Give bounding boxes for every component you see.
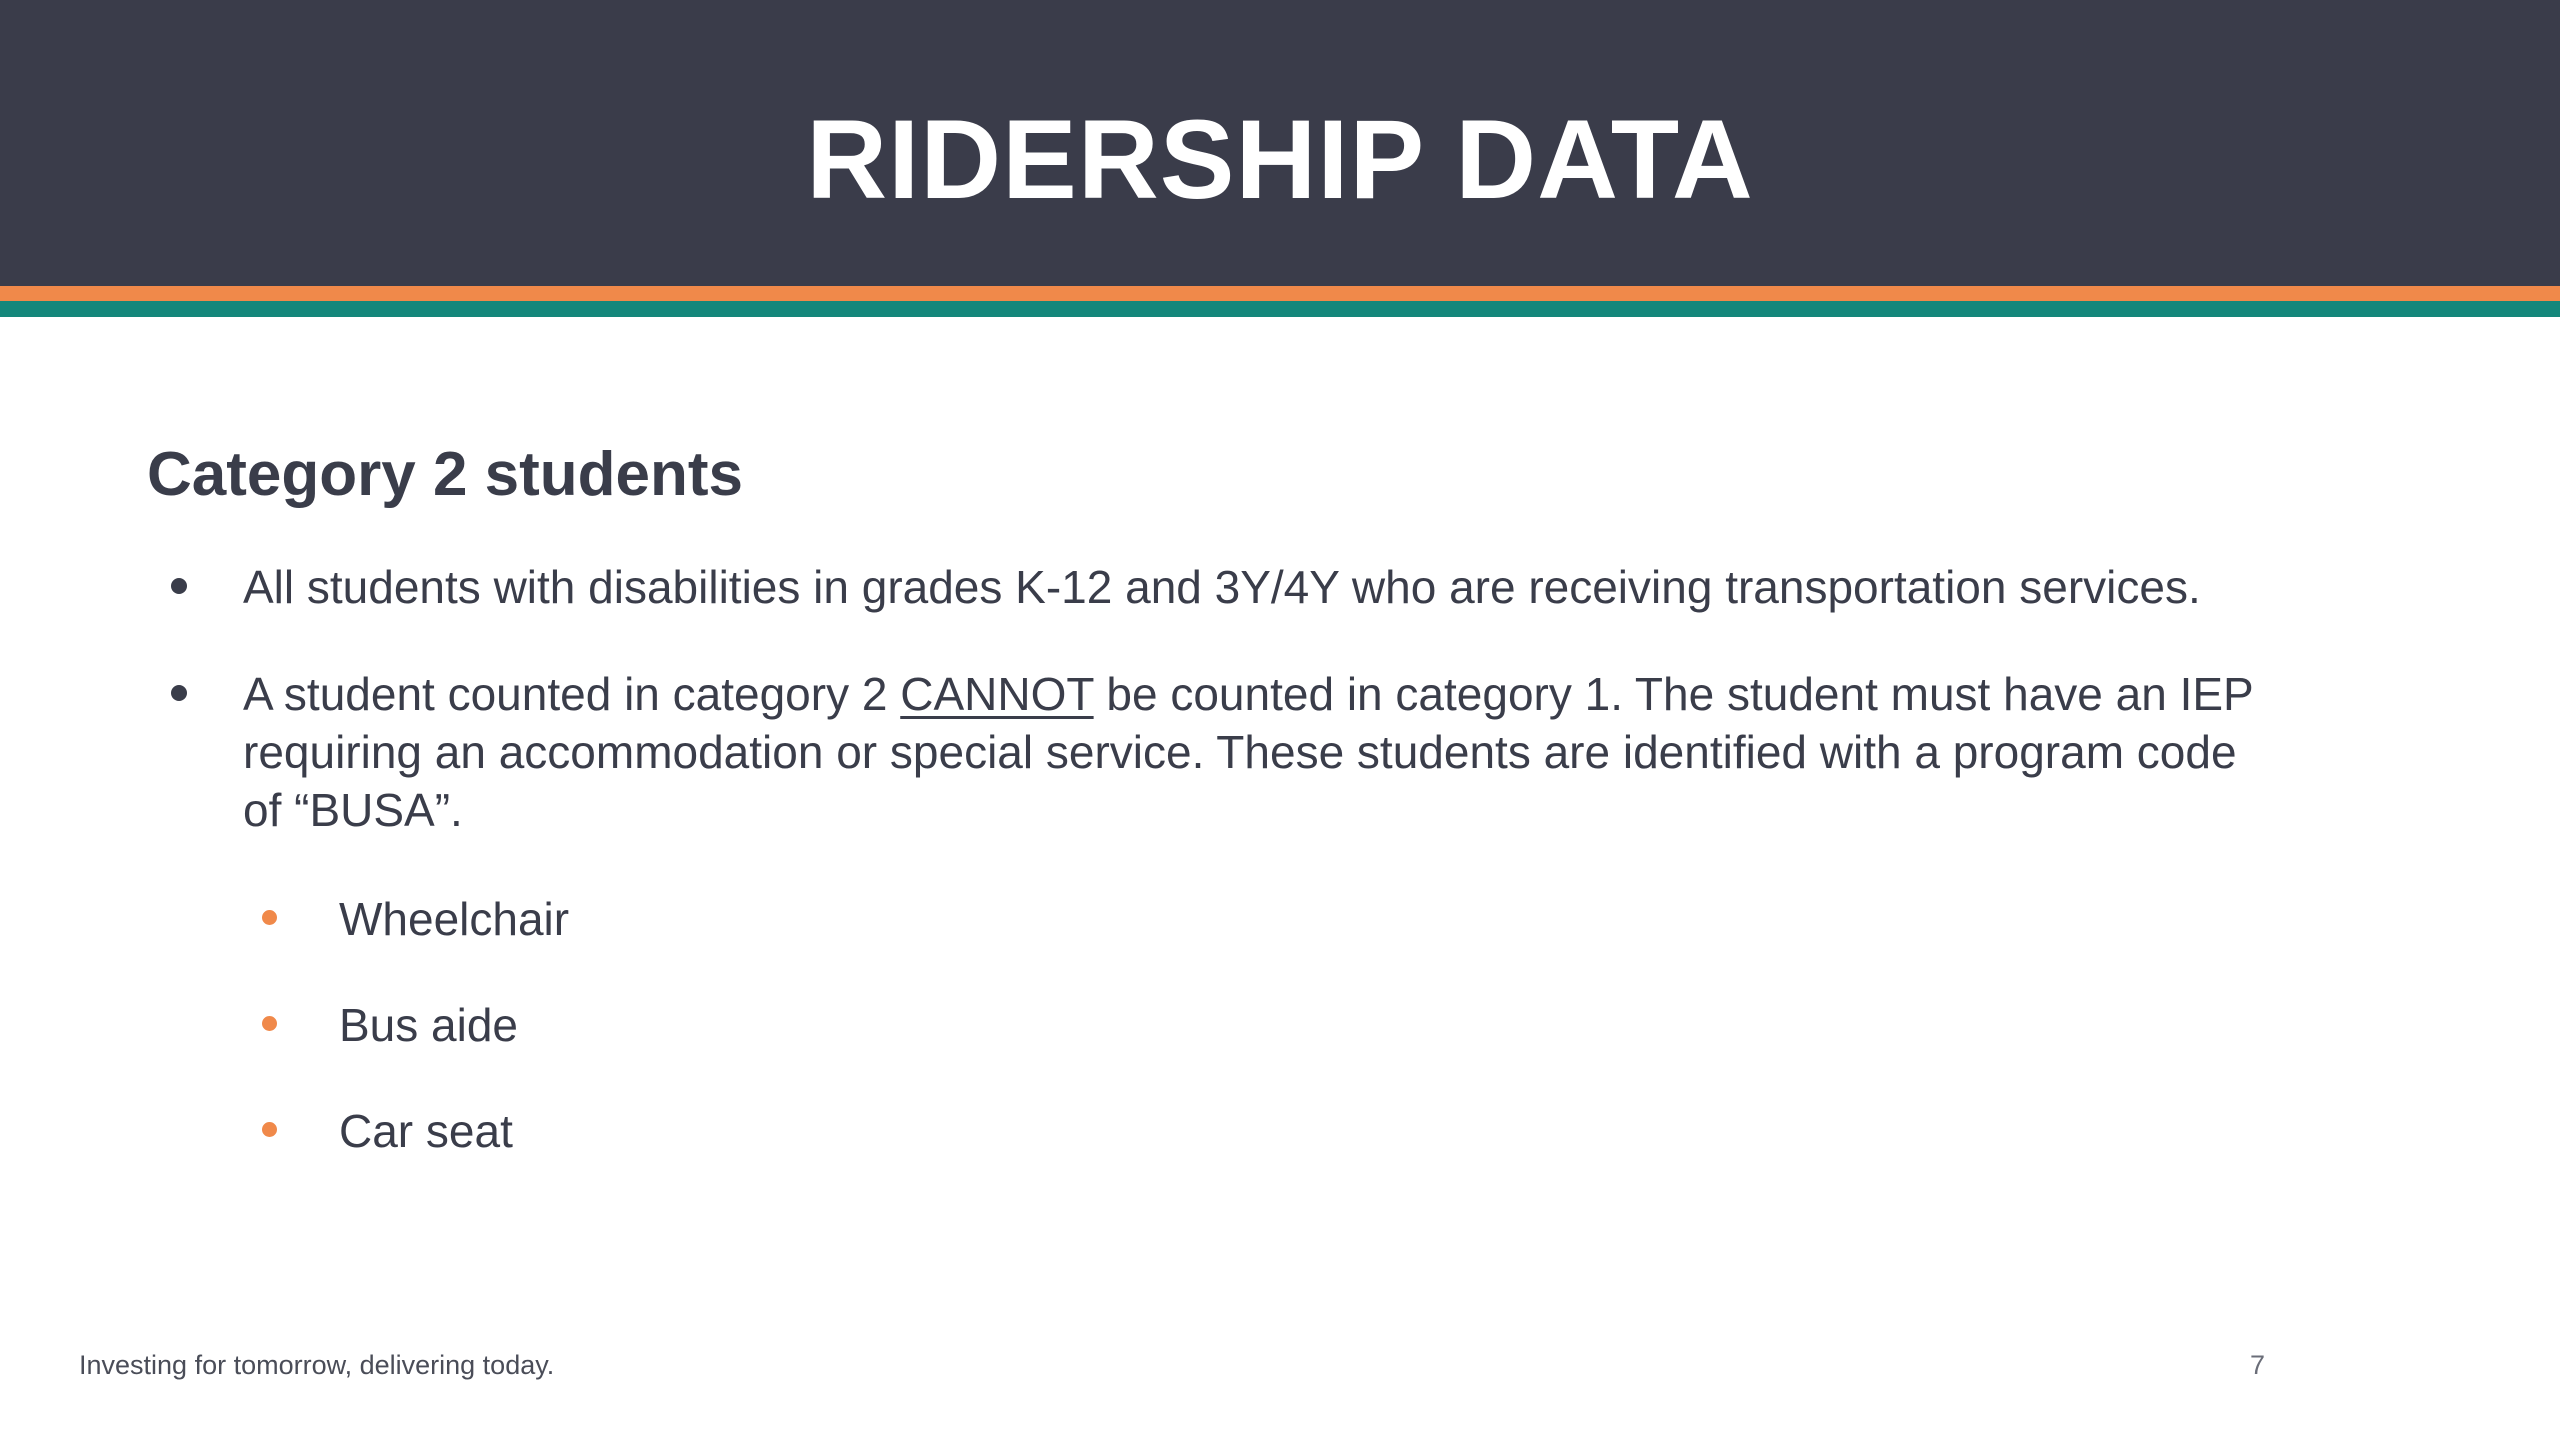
bullet-dot-icon [171, 578, 187, 594]
bullet-text: All students with disabilities in grades K-12 and 3Y/4Y who are receiving transportation services. [243, 561, 2201, 613]
sub-bullet-text: Bus aide [339, 999, 519, 1051]
slide-subtitle: Category 2 students [147, 440, 744, 509]
orange-bullet-dot-icon [262, 910, 277, 925]
orange-accent-stripe [0, 286, 2560, 301]
bullet-text-segment: A student counted in category 2 [243, 668, 901, 720]
sub-bullet-item [339, 890, 569, 948]
sub-bullet-item [339, 996, 518, 1054]
underlined-emphasis: CANNOT [900, 668, 1094, 720]
sub-bullet-text: Wheelchair [339, 893, 570, 945]
bullet-item [243, 665, 2403, 839]
bullet-text-line [243, 665, 2403, 723]
bullet-dot-icon [171, 685, 187, 701]
teal-accent-stripe [0, 301, 2560, 317]
orange-bullet-dot-icon [262, 1016, 277, 1031]
sub-bullet-text: Car seat [339, 1105, 513, 1157]
orange-bullet-dot-icon [262, 1122, 277, 1137]
slide-page-number: 7 [2250, 1350, 2266, 1380]
sub-bullet-item [339, 1102, 513, 1160]
slide-footer-tagline: Investing for tomorrow, delivering today. [79, 1350, 555, 1380]
slide-header [0, 0, 2560, 286]
slide-body [0, 317, 2560, 1440]
bullet-text-segment: be counted in category 1. The student must have an IEP [1093, 668, 2254, 720]
bullet-text-line: requiring an accommodation or special service. These students are identified with a program code [243, 726, 2237, 778]
bullet-text-line: of “BUSA”. [243, 784, 463, 836]
bullet-item [243, 558, 2493, 616]
slide-title: RIDERSHIP DATA [806, 97, 1754, 222]
